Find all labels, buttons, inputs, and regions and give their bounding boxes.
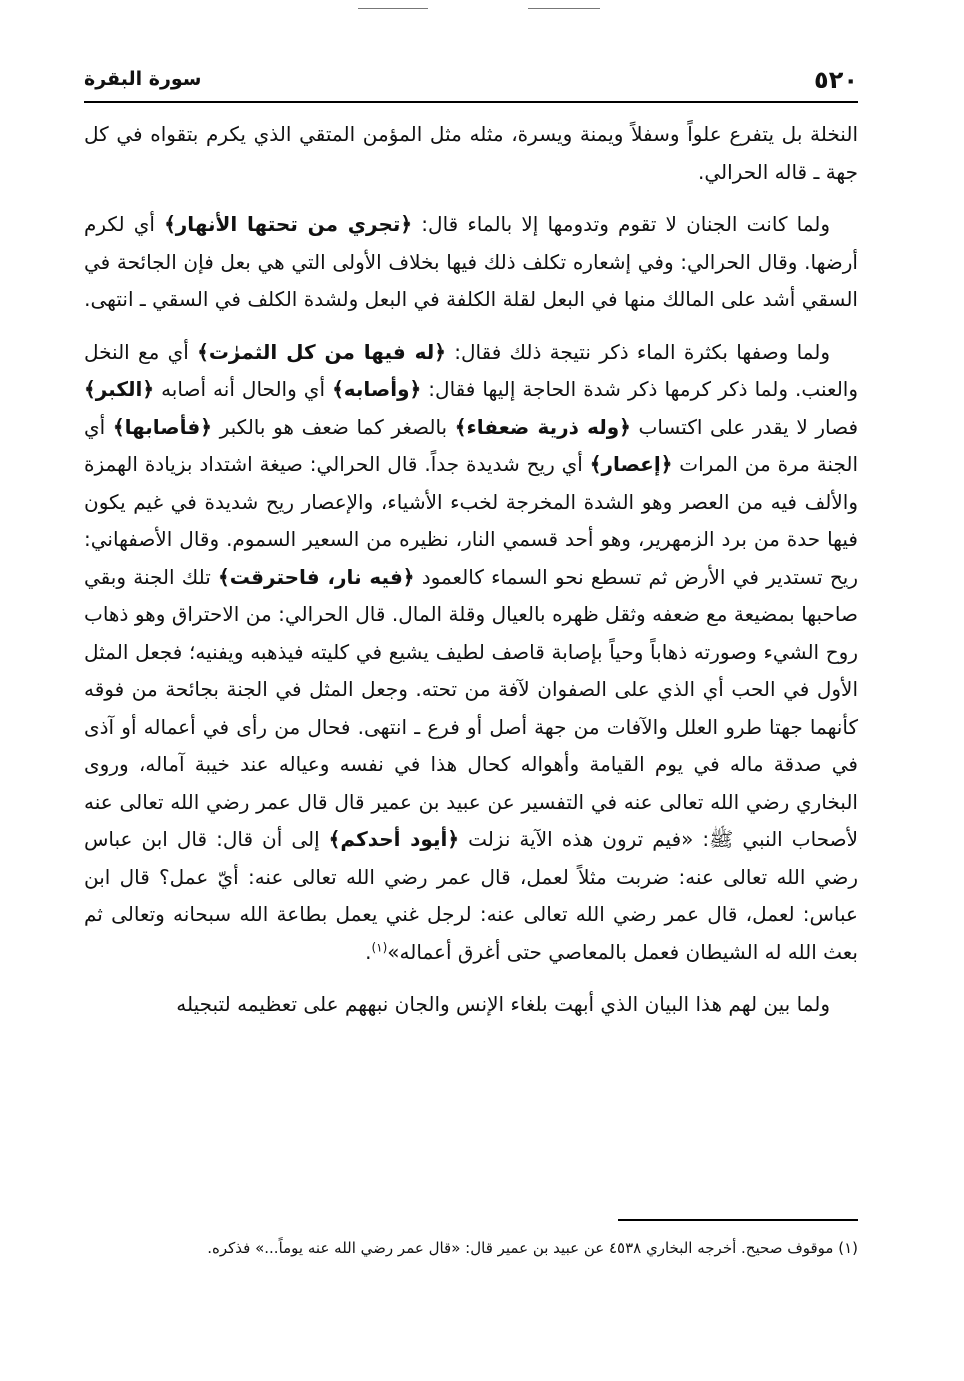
quran-quote: ﴿فيه نار، فاحترقت﴾ [218,564,415,589]
footnote-text: (١) موقوف صحيح. أخرجه البخاري ٤٥٣٨ عن عبيد بن عمير قال: «قال عمر رضي الله عنه يوماً...» فذكره. [207,1239,858,1257]
body-text [84,116,858,1024]
page-header [84,66,858,94]
text-run: فصار لا يقدر على اكتساب [630,414,859,439]
footnote [84,1232,858,1264]
header-rule [84,101,858,103]
text-run: أي ريح شديدة جداً. قال الحرالي: صيغة اشتداد بزيادة الهمزة والألف فيه من العصر وهو الشدة المخرجة لخبء الأشياء، والإعصار ريح شديدة في غيم يكون فيها حدة من برد الزمهرير، وهو أحد قسمي النار، نظيره من السعير السموم. وقال الأصفهاني: ريح تستدير في الأرض ثم تسطع نحو السماء كالعمود [84,452,859,589]
paragraph-1 [84,116,858,191]
quran-quote: ﴿وله ذرية ضعفاء﴾ [454,414,631,439]
surah-title: سورة البقرة [84,68,202,90]
paragraph-4 [84,986,858,1024]
quran-quote: ﴿أيود أحدكم﴾ [328,827,460,851]
text-run: ولما وصفها بكثرة الماء ذكر نتيجة ذلك فقال: [445,339,830,364]
text-run: النخلة بل يتفرع علواً وسفلاً ويمنة ويسرة، مثله مثل المؤمن المتقي الذي يكرم بتقواه في كل جهة ـ قاله الحرالي. [84,122,858,184]
text-run: . [365,939,372,964]
footnote-rule [618,1219,858,1221]
quran-quote: ﴿تجري من تحتها الأنهار﴾ [164,212,413,236]
scan-mark-left [358,8,428,9]
text-run: أي والحال أنه أصابه [154,377,333,401]
paragraph-3 [84,334,858,972]
quran-quote: ﴿فأصابها﴾ [112,414,212,439]
quran-quote: ﴿إعصار﴾ [589,452,673,476]
text-run: إلى أن قال: قال ابن عباس رضي الله تعالى عنه: ضربت مثلاً لعمل، قال عمر رضي الله تعالى عنه: أيّ عمل؟ قال ابن عباس: لعمل، قال عمر رضي الله تعالى عنه: لرجل غني يعمل بطاعة الله سبحانه وتعالى ثم بعث الله له الشيطان فعمل بالمعاصي حتى أغرق أعماله» [84,827,858,964]
text-run: تلك الجنة وبقي صاحبها بمضيعة مع ضعفه وثقل ظهره بالعيال وقلة المال. قال الحرالي: من الاحتراق وهو ذهاب روح الشيء وصورته ذهاباً وحياً بإصابة قاصف لطيف يشيع في كليته فيذهبه ويفنيه؛ فجعل المثل الأول في الحب أي الذي على الصفوان لآفة من تحته. وجعل المثل في الجنة بجائحة من فوقه كأنهما جهتا طرو العلل والآفات من جهة أصل أو فرع ـ انتهى. فحال من رأى في أعماله أو آذى في صدقة ماله في يوم القيامة وأهواله كحال هذا في نفسه وعياله عند خيبة آماله، وروى البخاري رضي الله تعالى عنه في التفسير عن عبيد بن عمير قال قال عمر رضي الله تعالى عنه لأصحاب النبي ﷺ: «فيم ترون هذه الآية نزلت [84,564,858,851]
footnote-reference[interactable]: (١) [371,939,388,954]
quran-quote: ﴿له فيها من كل الثمرٰت﴾ [197,339,446,364]
text-run: أي لكرم أرضها. وقال الحرالي: وفي إشعاره تكلف ذلك فيها بخلاف الأولى التي هي بعل فإن الجائحة في السقي أشد على المالك منها في البعل لقلة الكلفة في البعل ولشدة الكلف في السقي ـ انتهى. [84,212,858,311]
scan-mark-right [528,8,600,9]
text-run: أي مع النخل والعنب. ولما ذكر كرمها ذكر شدة الحاجة إليها فقال: [84,339,859,401]
text-run: أي الجنة مرة من المرات [84,414,859,476]
paragraph-2 [84,206,858,319]
text-run: ولما بين لهم هذا البيان الذي أبهت بلغاء الإنس والجان نبههم على تعظيمه لتبجيله [176,992,830,1016]
text-run: بالصغر كما ضعف هو بالكبر [211,414,455,439]
quran-quote: ﴿وأصابه﴾ [332,377,422,401]
page-number: ٥٢٠ [814,66,858,94]
text-run: ولما كانت الجنان لا تقوم وتدومها إلا بالماء قال: [412,212,831,236]
quran-quote: ﴿الكبر﴾ [84,377,155,401]
